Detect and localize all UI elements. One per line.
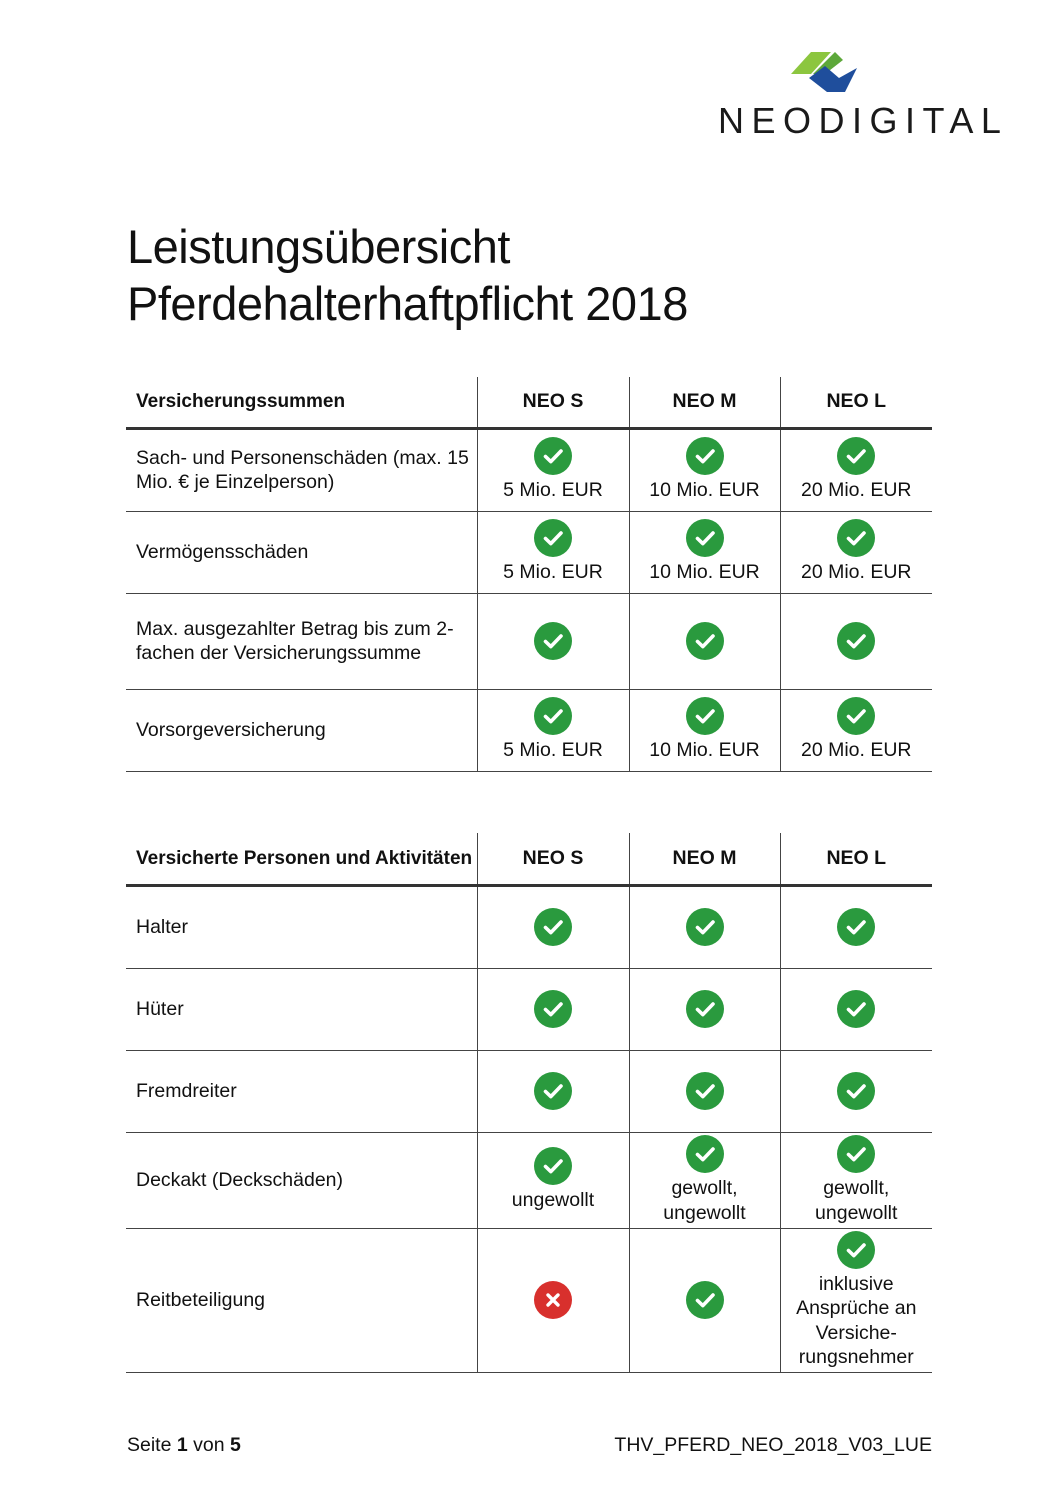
row-label: Deckakt (Deckschäden) xyxy=(126,1132,477,1228)
page-prefix: Seite xyxy=(127,1434,172,1456)
table-cell xyxy=(629,1050,780,1132)
check-circle-icon xyxy=(837,1135,875,1173)
cell-content xyxy=(781,1135,933,1225)
table-row xyxy=(126,511,932,593)
table-header-row xyxy=(126,833,932,885)
cell-content xyxy=(630,1281,780,1319)
title-line-1: Leistungsübersicht xyxy=(127,220,510,273)
table-cell xyxy=(780,428,932,511)
table-cell xyxy=(780,511,932,593)
check-circle-icon xyxy=(534,437,572,475)
table-cell xyxy=(477,968,629,1050)
table-cell xyxy=(629,1132,780,1228)
cell-content xyxy=(781,1231,933,1370)
cell-content xyxy=(478,1072,629,1110)
neodigital-logo-mark xyxy=(791,48,861,94)
table-header-row xyxy=(126,377,932,428)
table-cell xyxy=(629,1228,780,1372)
table-row xyxy=(126,1228,932,1372)
cell-note: 5 Mio. EUR xyxy=(503,479,603,502)
column-header-neo-l: NEO L xyxy=(780,377,932,428)
cell-note: 10 Mio. EUR xyxy=(649,479,760,502)
cell-note: gewollt, ungewollt xyxy=(663,1177,746,1224)
total-pages: 5 xyxy=(230,1434,241,1456)
column-header-neo-m: NEO M xyxy=(629,833,780,885)
check-circle-icon xyxy=(534,1147,572,1185)
table-cell xyxy=(629,511,780,593)
cell-content xyxy=(478,697,629,763)
check-circle-icon xyxy=(837,697,875,735)
column-header-neo-s: NEO S xyxy=(477,377,629,428)
page-title xyxy=(127,218,688,332)
cell-content xyxy=(781,990,933,1028)
cell-content xyxy=(478,908,629,946)
row-label: Vermögensschäden xyxy=(126,511,477,593)
cell-note: 5 Mio. EUR xyxy=(503,561,603,584)
table-cell xyxy=(780,1132,932,1228)
table-header-label: Versicherte Personen und Aktivitäten xyxy=(126,833,477,885)
check-circle-icon xyxy=(837,1072,875,1110)
table-cell xyxy=(780,885,932,968)
cell-content xyxy=(630,908,780,946)
check-circle-icon xyxy=(686,622,724,660)
check-circle-icon xyxy=(837,990,875,1028)
cell-content xyxy=(478,519,629,585)
column-header-neo-s: NEO S xyxy=(477,833,629,885)
cell-note: inklusive Ansprüche an Versiche-rungsnehmer xyxy=(796,1272,917,1368)
check-circle-icon xyxy=(534,519,572,557)
table-cell xyxy=(780,593,932,689)
cell-content xyxy=(630,1072,780,1110)
page-number xyxy=(127,1434,241,1457)
cell-note: 20 Mio. EUR xyxy=(800,739,912,762)
check-circle-icon xyxy=(837,1231,875,1269)
check-circle-icon xyxy=(837,519,875,557)
title-line-2: Pferdehalterhaftpflicht 2018 xyxy=(127,277,688,330)
check-circle-icon xyxy=(837,622,875,660)
table-cell xyxy=(780,1228,932,1372)
table-cell xyxy=(629,885,780,968)
cell-note: ungewollt xyxy=(511,1189,595,1212)
table-cell xyxy=(780,1050,932,1132)
table-row xyxy=(126,885,932,968)
cell-content xyxy=(781,1072,933,1110)
table-cell xyxy=(629,689,780,771)
cell-content xyxy=(781,622,933,660)
cell-content xyxy=(630,1135,780,1225)
table-row xyxy=(126,428,932,511)
table-cell xyxy=(477,689,629,771)
cell-note: 20 Mio. EUR xyxy=(800,561,912,584)
cell-content xyxy=(630,519,780,585)
page-separator: von xyxy=(193,1434,225,1456)
check-circle-icon xyxy=(686,437,724,475)
cell-content xyxy=(478,437,629,503)
check-circle-icon xyxy=(534,908,572,946)
row-label: Halter xyxy=(126,885,477,968)
cell-note: 10 Mio. EUR xyxy=(649,561,760,584)
check-circle-icon xyxy=(837,908,875,946)
cell-content xyxy=(478,622,629,660)
check-circle-icon xyxy=(686,1281,724,1319)
cell-content xyxy=(630,697,780,763)
column-header-neo-m: NEO M xyxy=(629,377,780,428)
row-label: Hüter xyxy=(126,968,477,1050)
table-row xyxy=(126,968,932,1050)
cell-content xyxy=(630,622,780,660)
check-circle-icon xyxy=(534,990,572,1028)
table-row xyxy=(126,593,932,689)
cross-circle-icon xyxy=(534,1281,572,1319)
cell-note: 10 Mio. EUR xyxy=(649,739,760,762)
row-label: Vorsorgeversicherung xyxy=(126,689,477,771)
check-circle-icon xyxy=(534,697,572,735)
table-cell xyxy=(629,428,780,511)
table-cell xyxy=(477,1228,629,1372)
check-circle-icon xyxy=(686,697,724,735)
row-label: Reitbeteiligung xyxy=(126,1228,477,1372)
logo-wordmark: NEODIGITAL xyxy=(718,100,1009,141)
table-cell xyxy=(477,428,629,511)
table-cell xyxy=(780,689,932,771)
cell-content xyxy=(781,519,933,585)
cell-content xyxy=(781,697,933,763)
table-row xyxy=(126,689,932,771)
versicherungssummen-table xyxy=(126,377,932,772)
check-circle-icon xyxy=(686,908,724,946)
table-cell xyxy=(629,968,780,1050)
row-label: Max. ausgezahlter Betrag bis zum 2-fachen der Versicherungssumme xyxy=(126,593,477,689)
table-cell xyxy=(477,511,629,593)
check-circle-icon xyxy=(686,990,724,1028)
table-header-label: Versicherungssummen xyxy=(126,377,477,428)
cell-note: 20 Mio. EUR xyxy=(800,479,912,502)
row-label: Fremdreiter xyxy=(126,1050,477,1132)
table-cell xyxy=(477,593,629,689)
table-cell xyxy=(477,1132,629,1228)
check-circle-icon xyxy=(534,622,572,660)
cell-content xyxy=(478,1147,629,1213)
check-circle-icon xyxy=(534,1072,572,1110)
table-row xyxy=(126,1132,932,1228)
cell-content xyxy=(630,990,780,1028)
check-circle-icon xyxy=(686,519,724,557)
neodigital-logo xyxy=(718,48,1009,141)
check-circle-icon xyxy=(837,437,875,475)
check-circle-icon xyxy=(686,1072,724,1110)
cell-note: 5 Mio. EUR xyxy=(503,739,603,762)
row-label: Sach- und Personenschäden (max. 15 Mio. € je Einzelperson) xyxy=(126,428,477,511)
table-cell xyxy=(477,1050,629,1132)
document-id: THV_PFERD_NEO_2018_V03_LUE xyxy=(614,1434,932,1456)
cell-content xyxy=(630,437,780,503)
cell-content xyxy=(478,990,629,1028)
versicherte-personen-table xyxy=(126,833,932,1373)
column-header-neo-l: NEO L xyxy=(780,833,932,885)
cell-content xyxy=(781,908,933,946)
cell-content xyxy=(478,1281,629,1319)
check-circle-icon xyxy=(686,1135,724,1173)
cell-note: gewollt, ungewollt xyxy=(815,1177,898,1224)
current-page: 1 xyxy=(176,1434,188,1456)
cell-content xyxy=(781,437,933,503)
table-row xyxy=(126,1050,932,1132)
table-cell xyxy=(780,968,932,1050)
table-cell xyxy=(477,885,629,968)
table-cell xyxy=(629,593,780,689)
